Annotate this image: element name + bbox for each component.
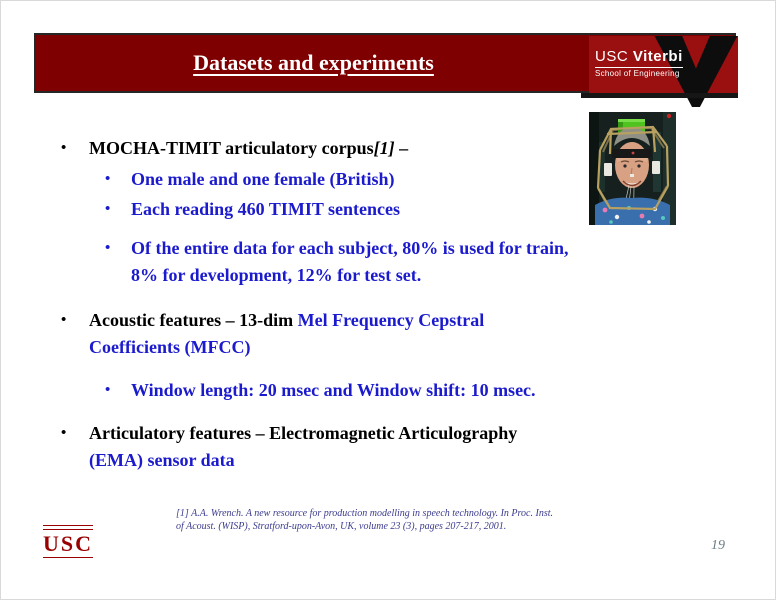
bullet-text: One male and one female (British) [131, 169, 395, 189]
subbullet-speakers [105, 166, 394, 193]
subbullet-sentences [105, 196, 400, 223]
bullet-text: MOCHA-TIMIT articulatory corpus [89, 138, 374, 158]
usc-logo-bottom-rule [43, 557, 93, 558]
viterbi-label: Viterbi [632, 48, 683, 65]
bullet-text: Acoustic features – 13-dim [89, 310, 298, 330]
bullet-icon: • [105, 201, 111, 217]
bullet-text: Window length: 20 msec and Window shift: 10 msec. [131, 380, 536, 400]
subbullet-window [105, 377, 536, 404]
citation [176, 507, 553, 533]
usc-logo-text: USC [43, 531, 94, 556]
usc-wordmark-logo [43, 525, 93, 558]
bullet-text: (EMA) sensor data [89, 450, 235, 470]
photo-red-dot [667, 114, 671, 118]
bullet-icon: • [61, 312, 67, 328]
bullet-articulatory-features [61, 420, 517, 474]
school-label: School of Engineering [595, 69, 680, 78]
bullet-text: Mel Frequency Cepstral [297, 310, 485, 330]
citation-line: [1] A.A. Wrench. A new resource for production modelling in speech technology. In Proc. Inst. [176, 508, 553, 519]
ema-subject-photo [589, 112, 676, 225]
bullet-icon: • [105, 382, 111, 398]
usc-viterbi-wordmark [595, 48, 683, 78]
bullet-icon: • [61, 140, 67, 156]
citation-line: of Acoust. (WISP), Stratford-upon-Avon, UK, volume 23 (3), pages 207-217, 2001. [176, 521, 507, 532]
bullet-icon: • [105, 240, 111, 256]
page-title: Datasets and experiments [193, 50, 434, 75]
bullet-text: Each reading 460 TIMIT sentences [131, 199, 401, 219]
usc-label: USC [595, 48, 629, 65]
page-number: 19 [711, 538, 725, 553]
bullet-text: – [394, 138, 409, 158]
logo-divider [595, 67, 683, 68]
citation-ref: [1] [373, 138, 395, 158]
logo-underbar [581, 93, 738, 98]
bullet-acoustic-features [61, 307, 484, 361]
bullet-text: 8% for development, 12% for test set. [131, 265, 422, 285]
usc-viterbi-logo [589, 36, 738, 93]
bullet-icon: • [105, 171, 111, 187]
bullet-mocha-timit [61, 135, 408, 162]
bullet-text: Articulatory features – Electromagnetic Articulography [89, 423, 518, 443]
bullet-text: Coefficients (MFCC) [89, 337, 251, 357]
bullet-icon: • [61, 425, 67, 441]
bullet-text: Of the entire data for each subject, 80% is used for train, [131, 238, 569, 258]
subbullet-data-split [105, 235, 568, 289]
